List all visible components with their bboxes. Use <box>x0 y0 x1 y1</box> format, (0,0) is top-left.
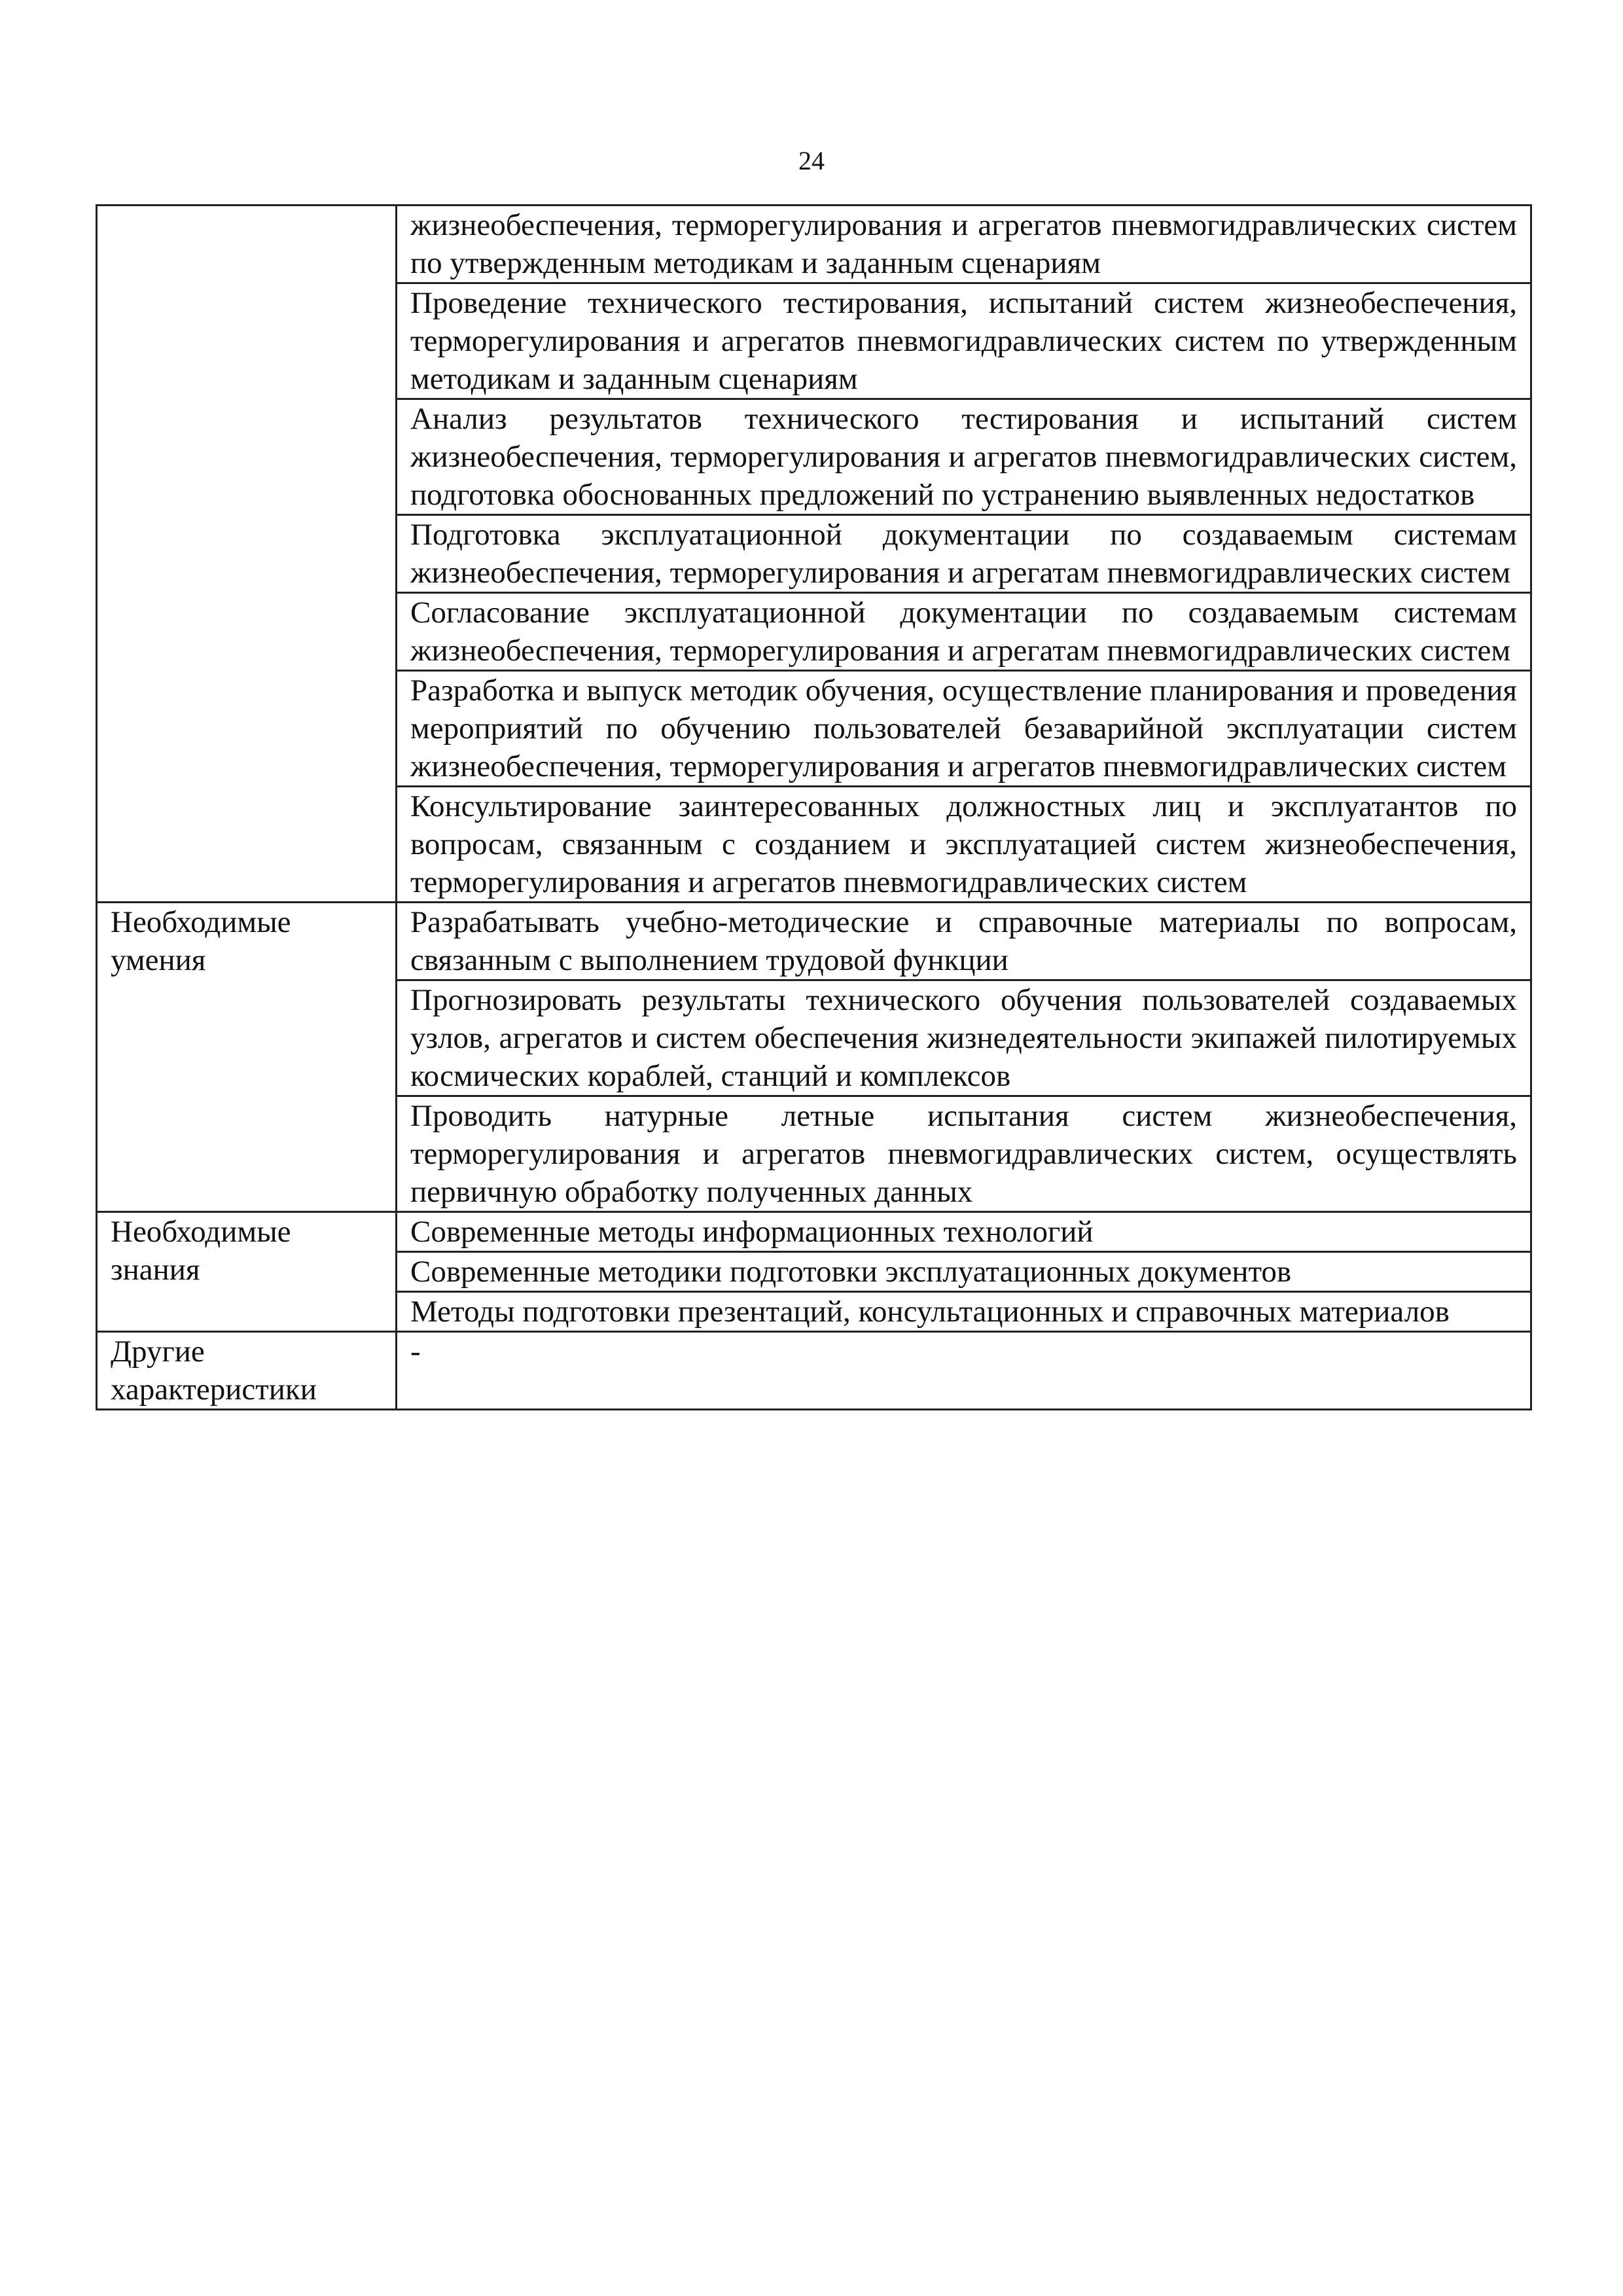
table-cell: Современные методики подготовки эксплуатационных документов <box>397 1252 1531 1292</box>
table-cell: Согласование эксплуатационной документации по создаваемым системам жизнеобеспечения, терморегулирования и агрегатам пневмогидравлических систем <box>397 593 1531 671</box>
page-number: 24 <box>798 146 825 175</box>
row-label-other: Другие характеристики <box>97 1332 397 1410</box>
table-cell: Проведение технического тестирования, испытаний систем жизнеобеспечения, терморегулирования и агрегатов пневмогидравлических систем по утвержденным методикам и заданным сценариям <box>397 283 1531 399</box>
table-cell: жизнеобеспечения, терморегулирования и агрегатов пневмогидравлических систем по утвержденным методикам и заданным сценариям <box>397 206 1531 283</box>
table-row <box>97 1212 1531 1252</box>
table-cell: Методы подготовки презентаций, консультационных и справочных материалов <box>397 1292 1531 1332</box>
table-cell: Прогнозировать результаты технического обучения пользователей создаваемых узлов, агрегатов и систем обеспечения жизнедеятельности экипажей пилотируемых космических кораблей, станций и комплексов <box>397 980 1531 1096</box>
table-cell: Анализ результатов технического тестирования и испытаний систем жизнеобеспечения, терморегулирования и агрегатов пневмогидравлических систем, подготовка обоснованных предложений по устранению выявленных недостатков <box>397 399 1531 515</box>
row-label-empty <box>97 206 397 903</box>
row-label-skills: Необходимые умения <box>97 903 397 1212</box>
row-label-knowledge: Необходимые знания <box>97 1212 397 1332</box>
table-row <box>97 206 1531 283</box>
table-cell: Разработка и выпуск методик обучения, осуществление планирования и проведения мероприятий по обучению пользователей безаварийной эксплуатации систем жизнеобеспечения, терморегулирования и агрегатов пневмогидравлических систем <box>397 671 1531 787</box>
table-cell: Современные методы информационных технологий <box>397 1212 1531 1252</box>
table-row <box>97 903 1531 980</box>
table-cell: Консультирование заинтересованных должностных лиц и эксплуатантов по вопросам, связанным с созданием и эксплуатацией систем жизнеобеспечения, терморегулирования и агрегатов пневмогидравлических систем <box>397 787 1531 903</box>
table-cell: Разрабатывать учебно-методические и справочные материалы по вопросам, связанным с выполнением трудовой функции <box>397 903 1531 980</box>
table-cell: Проводить натурные летные испытания систем жизнеобеспечения, терморегулирования и агрегатов пневмогидравлических систем, осуществлять первичную обработку полученных данных <box>397 1096 1531 1212</box>
table-cell: - <box>397 1332 1531 1410</box>
table-row <box>97 1332 1531 1410</box>
table-cell: Подготовка эксплуатационной документации по создаваемым системам жизнеобеспечения, терморегулирования и агрегатам пневмогидравлических систем <box>397 515 1531 593</box>
competency-table <box>96 204 1532 1410</box>
